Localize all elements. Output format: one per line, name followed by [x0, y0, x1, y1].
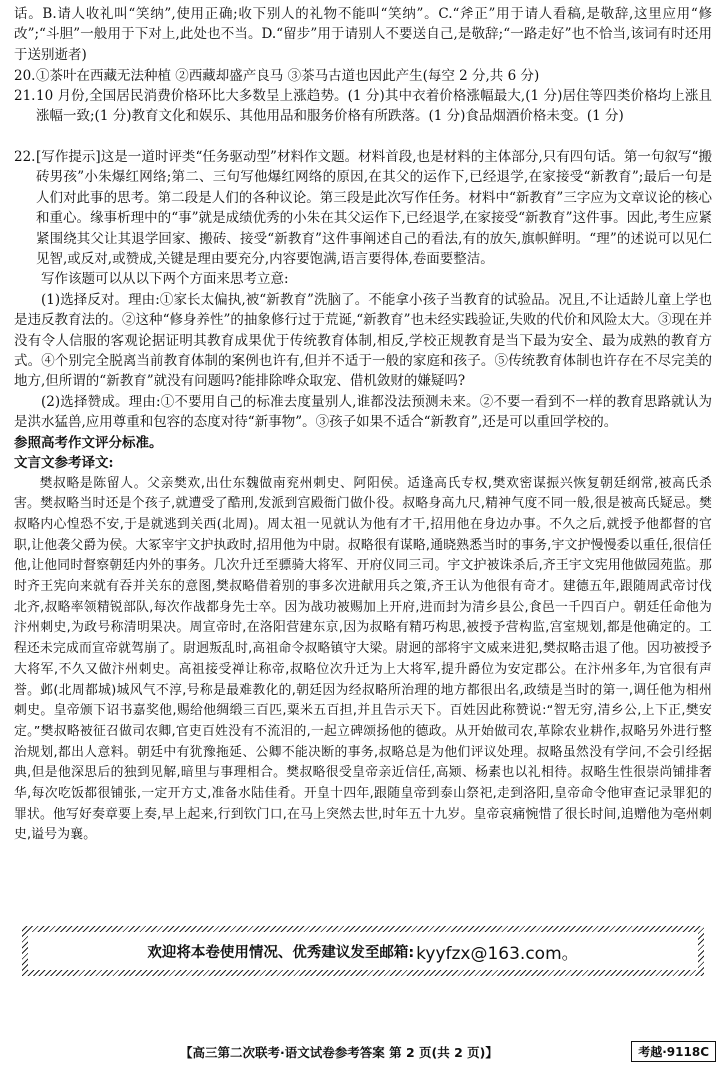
writing-tip — [14, 147, 712, 269]
question-20 — [14, 66, 712, 86]
option-oppose: (1)选择反对。理由:①家长太偏执,被“新教育”洗脑了。不能拿小孩子当教育的试验品。况且,不让适龄儿童上学也是违反教育法的。②这种“修身养性”的抽象修行过于荒诞,“新教育”也未经实践验证,失败的代价和风险太大。③现在并没有令人信服的客观论据证明其教育成果优于传统教育体制,相反,学校正规教育是当下最为安全、最为成熟的教育方式。④个别完全脱离当前教育体制的案例也许有,但并不适于一般的家庭和孩子。⑤传统教育体制也许存在不尽完美的地方,但所谓的“新教育”就没有问题吗?能排除哗众取宠、借机敛财的嫌疑吗? — [14, 291, 712, 390]
question-number: 20. — [14, 68, 36, 84]
option-support: (2)选择赞成。理由:①不要用自己的标准去度量别人,谁都没法预测未来。②不要一看到不一样的教育思路就认为是洪水猛兽,应用尊重和包容的态度对待“新事物”。③孩子如果不适合“新教育”,还是可以重回学校的。 — [14, 393, 712, 431]
footer-title: 【高三第二次联考·语文试卷参考答案 第 2 页(共 2 页)】 — [180, 1045, 498, 1060]
answer-21 — [14, 86, 712, 127]
translation-heading: 文言文参考译文: — [14, 455, 114, 472]
tip-text: [写作提示]这是一道时评类“任务驱动型”材料作文题。材料首段,也是材料的主体部分,只有四句话。第一句叙写“搬砖男孩”小朱爆红网络;第二、三句写他爆红网络的原因,在其父的运作下,已经退学,在家接受“新教育”;最后一句是人们对此事的思考。第二段是人们的各种议论。第三段是此次写作任务。材料中“新教育”三字应为文章议论的核心和重心。缘事析理中的“事”就是成绩优秀的小朱在其父运作下,已经退学,在家接受“新教育”这件事。因此,考生应紧紧围绕其父让其退学回家、搬砖、接受“新教育”这件事阐述自己的看法,有的放矢,旗帜鲜明。“理”的述说可以见仁见智,或反对,或赞成,关键是理由要充分,内容要饱满,语言要得体,卷面要整洁。 — [36, 149, 713, 268]
exam-code-badge: 考越·9118C — [631, 1041, 716, 1062]
page-footer — [0, 1040, 726, 1062]
question-number: 21. — [14, 88, 36, 104]
continued-text: 话。B.请人收礼叫“笑纳”,使用正确;收下别人的礼物不能叫“笑纳”。C.“斧正”用于请人看稿,是敬辞,这里应用“修改”;“斗胆”一般用于下对上,此处也不当。D.“留步”用于请别人不要送自己,是敬辞;“一路走好”也不恰当,该词有时还用于送别逝者) — [14, 6, 712, 63]
question-21 — [14, 86, 712, 127]
translation-text: 樊叔略是陈留人。父亲樊欢,出仕东魏做南兖州刺史、阿阳侯。适逢高氏专权,樊欢密谋振兴恢复朝廷纲常,被高氏杀害。樊叔略当时还是个孩子,就遭受了酷刑,发派到宫殿衙门做仆役。叔略身高九尺,精神气度不同一般,很是被高氏疑忌。樊叔略内心惶恐不安,于是就逃到关西(北周)。周太祖一见就认为他有才干,招用他在身边办事。不久之后,就授予他都督的官职,让他袭父爵为侯。大冢宰宇文护执政时,招用他为中尉。叔略很有谋略,通晓熟悉当时的事务,宇文护慢慢委以重任,很信任他,让他同时督察朝廷内外的事务。几次升迁至骠骑大将军、开府仪同三司。宇文护被诛杀后,齐王宇文宪用他做园苑监。那时齐王宪向来就有吞并关东的意图,樊叔略借着别的事多次进献用兵之策,齐王认为他很有奇才。建德五年,跟随周武帝讨伐北齐,叔略率领精锐部队,每次作战都身先士卒。因为战功被赐加上开府,进而封为清乡县公,食邑一千四百户。朝廷任命他为汴州刺史,为政号称清明果决。周宣帝时,在洛阳营建东京,因为叔略有精巧构思,被授予营构监,宫室规划,都是他确定的。工程还未完成而宣帝就驾崩了。尉迥叛乱时,高祖命令叔略镇守大梁。尉迥的部将宇文威来进犯,樊叔略击退了他。因功被授予大将军,不久又做汴州刺史。高祖接受禅让称帝,叔略位次升迁为上大将军,提升爵位为安定郡公。在汴州多年,为官很有声誉。邺(北周都城)城风气不淳,号称是最难教化的,朝廷因为经叔略所治理的地方都很出名,政绩是当时的第一,调任他为相州刺史。皇帝颁下诏书嘉奖他,赐给他绸缎三百匹,粟米五百担,并且告示天下。百姓因此称赞说:“智无穷,清乡公,上下正,樊安定。”樊叔略被征召做司农卿,官吏百姓没有不流泪的,一起立碑颂扬他的德政。从开始做司农,革除农业耕作,叔略另外进行整治规划,都出人意料。朝廷中有犹豫拖延、公卿不能决断的事务,叔略总是为他们评议处理。叔略虽然没有学问,不会引经据典,但是他深思后的独到见解,暗里与事理相合。樊叔略很受皇帝亲近信任,高颎、杨素也以礼相待。叔略生性很崇尚铺排奢华,每次吃饭都很铺张,一定开方丈,准备水陆佳肴。开皇十四年,跟随皇帝到泰山祭祀,走到洛阳,皇帝命令他审查记录罪犯的罪状。他写好奏章要上奏,早上起来,行到钦门口,在马上突然去世,时年五十九岁。皇帝哀痛惋惜了很长时间,追赠他为亳州刺史,谥号为襄。 — [14, 475, 712, 843]
mailbox-email: kyyfzx@163.com。 — [416, 943, 579, 964]
feedback-mailbox-banner — [22, 926, 704, 976]
question-22 — [14, 147, 712, 846]
answer-text: 10 月份,全国居民消费价格环比大多数呈上涨趋势。(1 分)其中衣着价格涨幅最大,(1 分)居住等四类价格均上涨且涨幅一致;(1 分)教育文化和娱乐、其他用品和服务价格有所跌落。(1 分)食品烟酒价格未变。(1 分) — [36, 88, 712, 125]
answer-text: ①茶叶在西藏无法种植 ②西藏却盛产良马 ③茶马古道也因此产生(每空 2 分,共 6 分) — [36, 68, 540, 84]
writing-intro: 写作该题可以从以下两个方面来思考立意: — [41, 271, 289, 288]
answer-20 — [14, 66, 712, 86]
prev-answer-continuation — [14, 4, 712, 65]
question-number: 22. — [14, 149, 36, 165]
mailbox-text: 欢迎将本卷使用情况、优秀建议发至邮箱: — [147, 944, 415, 961]
scoring-standard-heading: 参照高考作文评分标准。 — [14, 434, 163, 451]
mailbox-inner — [28, 932, 698, 970]
